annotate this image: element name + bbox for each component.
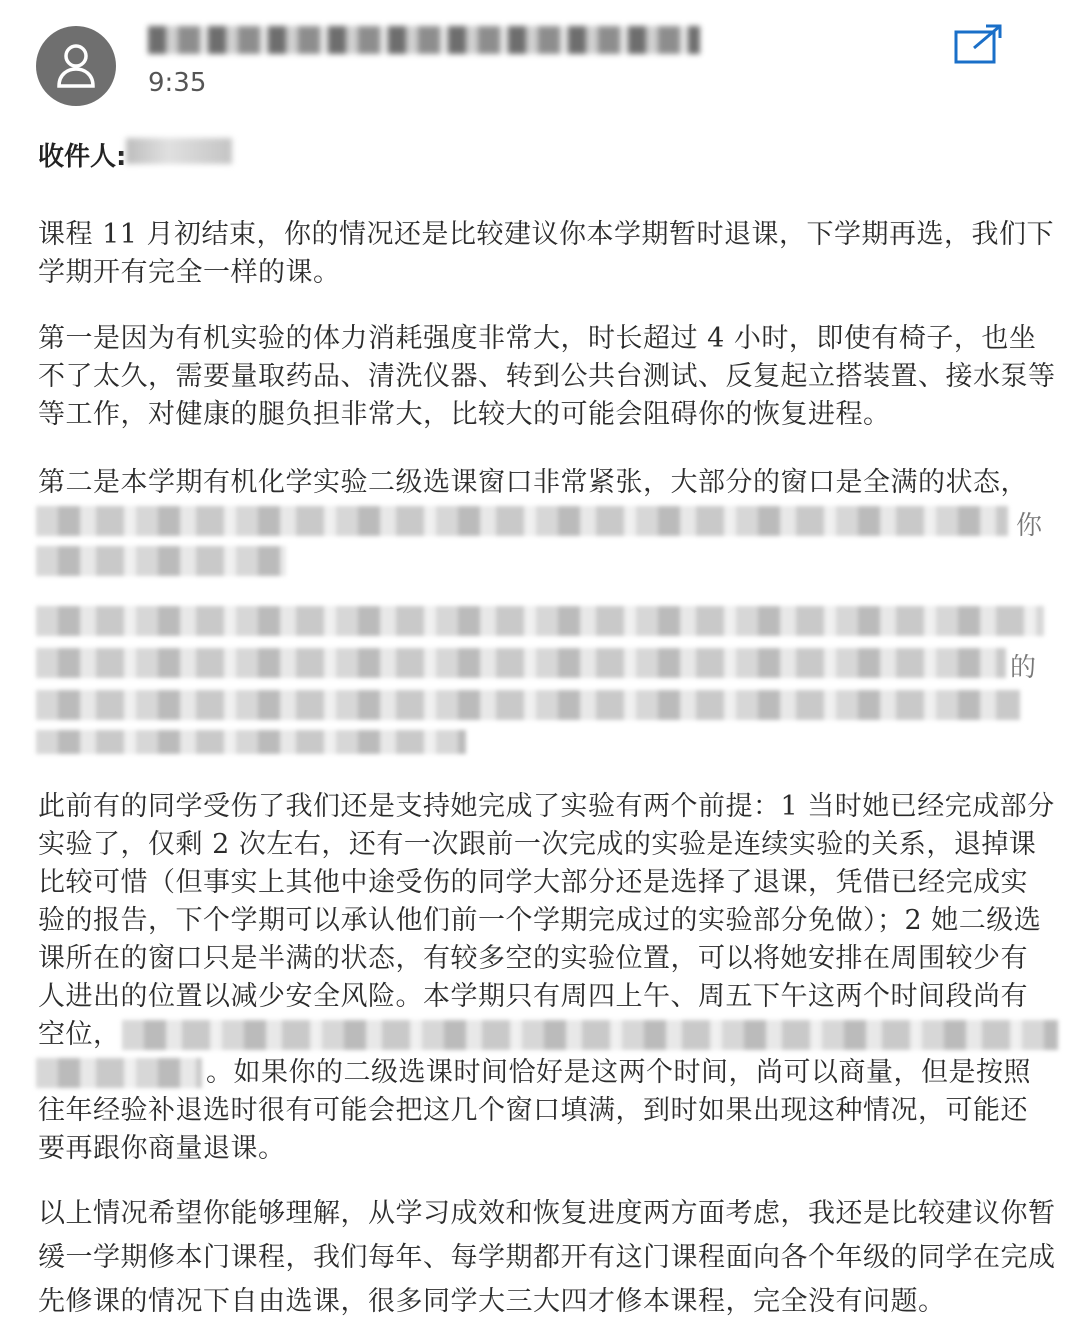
message-time: 9:35	[148, 68, 207, 98]
paragraph-5-line-3: 比较可惜（但事实上其他中途受伤的同学大部分还是选择了退课，凭借已经完成实	[38, 867, 1028, 898]
sender-avatar	[36, 26, 116, 106]
redacted-line	[36, 546, 286, 576]
redacted-line	[122, 1020, 1058, 1050]
paragraph-1: 课程 11 月初结束，你的情况还是比较建议你本学期暂时退课，下学期再选，我们下学期开有完全一样的课。	[38, 219, 1055, 288]
paragraph-5-line-7: 空位，	[38, 1019, 121, 1050]
redacted-line	[36, 506, 1008, 536]
paragraph-5-line-4: 验的报告，下个学期可以承认他们前一个学期完成过的实验部分免做）；2 她二级选	[38, 905, 1042, 936]
redacted-line	[36, 730, 466, 754]
paragraph-5-line-2: 实验了，仅剩 2 次左右，还有一次跟前一次完成的实验是连续实验的关系，退掉课	[38, 829, 1037, 860]
recipient-label: 收件人:	[38, 142, 127, 172]
recipient-redacted	[126, 138, 232, 164]
redacted-line	[36, 648, 1006, 678]
paragraph-4-tail: 的	[1010, 653, 1037, 683]
paragraph-3: 第二是本学期有机化学实验二级选课窗口非常紧张，大部分的窗口是全满的状态，	[38, 467, 1028, 498]
paragraph-5-line-8: 。如果你的二级选课时间恰好是这两个时间，尚可以商量，但是按照	[206, 1057, 1031, 1088]
user-icon	[56, 42, 96, 90]
paragraph-3-tail: 你	[1016, 511, 1043, 541]
paragraph-5-line-1: 此前有的同学受伤了我们还是支持她完成了实验有两个前提：1 当时她已经完成部分	[38, 791, 1055, 822]
paragraph-6: 以上情况希望你能够理解，从学习成效和恢复进度两方面考虑，我还是比较建议你暂缓一学期修本门课程，我们每年、每学期都开有这门课程面向各个年级的同学在完成先修课的情况下自由选课，很多同学大三大四才修本课程，完全没有问题。	[38, 1198, 1056, 1317]
open-in-new-window-icon[interactable]	[950, 22, 1008, 66]
paragraph-2: 第一是因为有机实验的体力消耗强度非常大，时长超过 4 小时，即使有椅子，也坐不了太久，需要量取药品、清洗仪器、转到公共台测试、反复起立搭装置、接水泵等等工作，对健康的腿负担非常大，比较大的可能会阻碍你的恢复进程。	[38, 323, 1056, 430]
redacted-line	[36, 1058, 202, 1088]
paragraph-5-line-6: 人进出的位置以减少安全风险。本学期只有周四上午、周五下午这两个时间段尚有	[38, 981, 1028, 1012]
paragraph-5-line-10: 要再跟你商量退课。	[38, 1133, 286, 1164]
paragraph-5-line-9: 往年经验补退选时很有可能会把这几个窗口填满，到时如果出现这种情况，可能还	[38, 1095, 1028, 1126]
redacted-line	[36, 606, 1044, 636]
paragraph-5-line-5: 课所在的窗口只是半满的状态，有较多空的实验位置，可以将她安排在周围较少有	[38, 943, 1028, 974]
sender-name-redacted	[148, 26, 700, 54]
redacted-line	[36, 690, 1020, 720]
